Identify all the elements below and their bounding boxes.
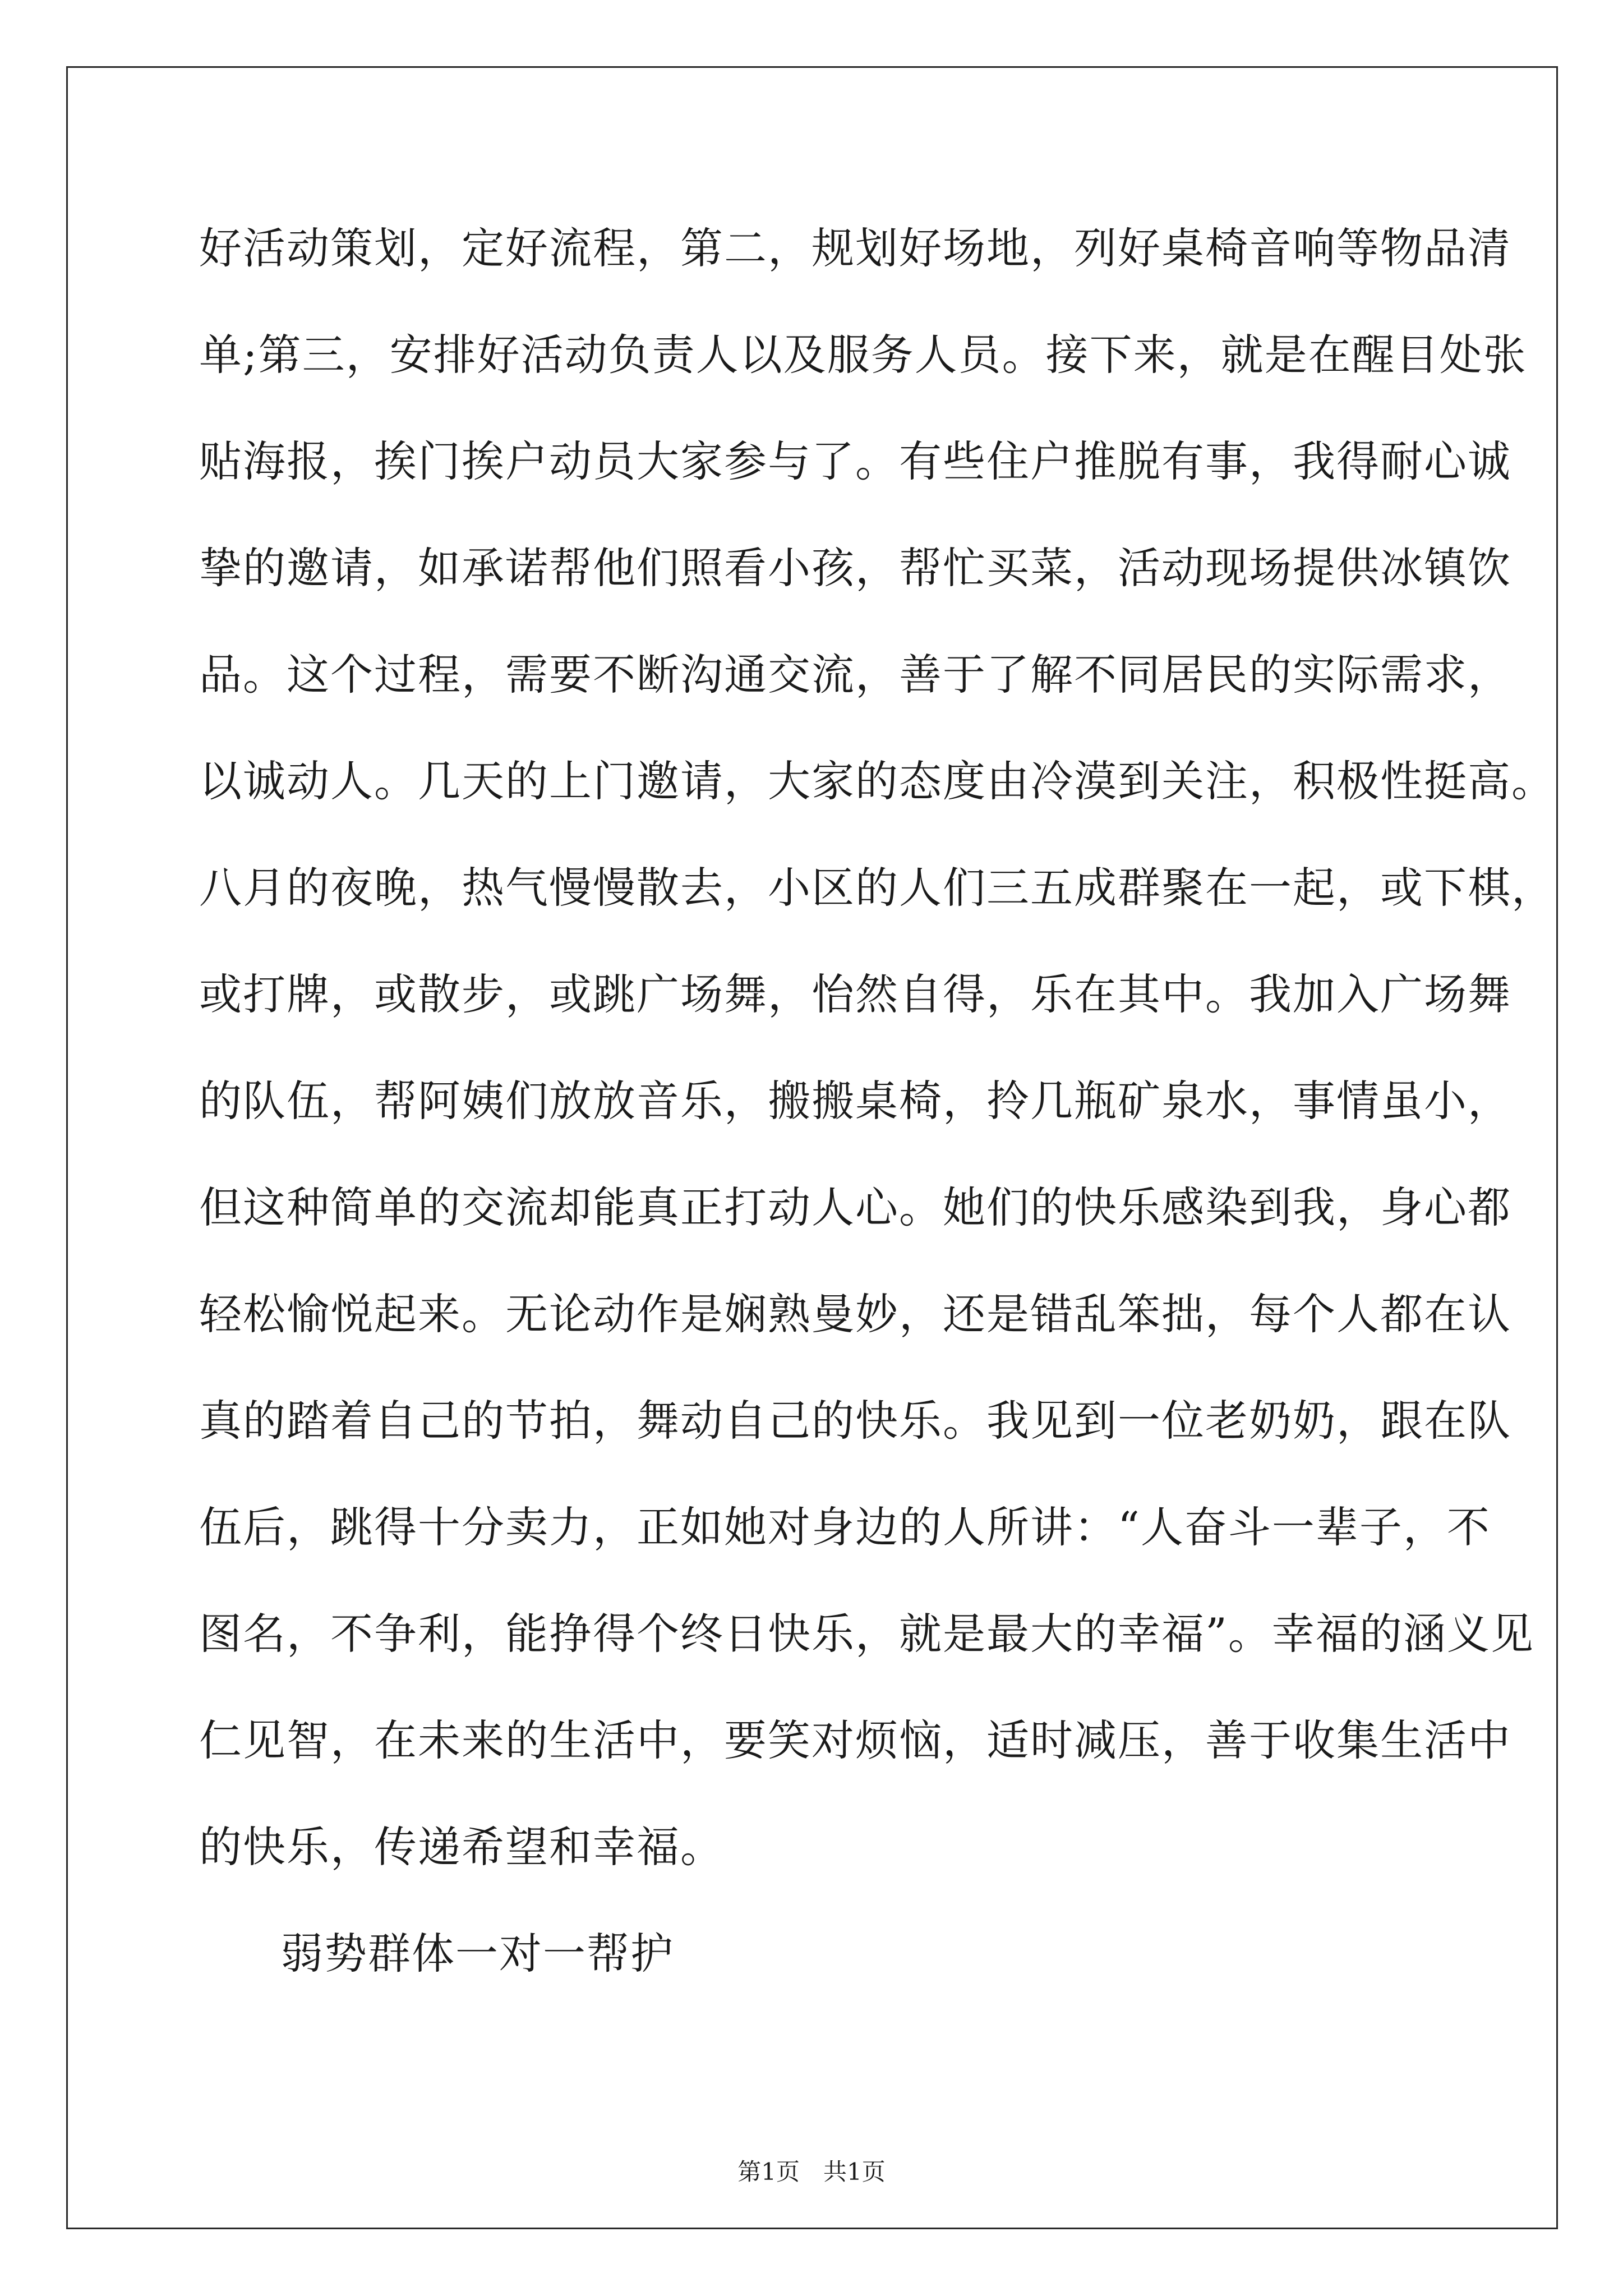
body-text-line: 图名，不争利，能挣得个终日快乐，就是最大的幸福”。幸福的涵义见	[199, 1609, 1534, 1659]
body-text-line: 的快乐，传递希望和幸福。	[199, 1822, 724, 1872]
section-heading: 弱势群体一对一帮护	[280, 1929, 674, 1978]
body-text-line: 轻松愉悦起来。无论动作是娴熟曼妙，还是错乱笨拙，每个人都在认	[199, 1289, 1511, 1339]
body-text-line: 八月的夜晚，热气慢慢散去，小区的人们三五成群聚在一起，或下棋，	[199, 863, 1555, 913]
body-text-line: 品。这个过程，需要不断沟通交流，善于了解不同居民的实际需求，	[199, 650, 1511, 700]
body-text-line: 好活动策划，定好流程，第二，规划好场地，列好桌椅音响等物品清	[199, 223, 1511, 273]
body-text-line: 挚的邀请，如承诺帮他们照看小孩，帮忙买菜，活动现场提供冰镇饮	[199, 543, 1511, 593]
page-number-footer: 第1页 共1页	[737, 2158, 886, 2185]
body-text-line: 但这种简单的交流却能真正打动人心。她们的快乐感染到我，身心都	[199, 1182, 1511, 1232]
body-text-line: 以诚动人。几天的上门邀请，大家的态度由冷漠到关注，积极性挺高。	[199, 756, 1555, 806]
body-text-line: 或打牌，或散步，或跳广场舞，怡然自得，乐在其中。我加入广场舞	[199, 969, 1511, 1019]
page-border	[66, 66, 1558, 2229]
body-text-line: 仁见智，在未来的生活中，要笑对烦恼，适时减压，善于收集生活中	[199, 1715, 1511, 1765]
body-text-line: 单;第三，安排好活动负责人以及服务人员。接下来，就是在醒目处张	[199, 330, 1527, 380]
body-text-line: 的队伍，帮阿姨们放放音乐，搬搬桌椅，拎几瓶矿泉水，事情虽小，	[199, 1076, 1511, 1126]
body-text-line: 伍后，跳得十分卖力，正如她对身边的人所讲：“人奋斗一辈子，不	[199, 1502, 1491, 1552]
body-text-line: 贴海报，挨门挨户动员大家参与了。有些住户推脱有事，我得耐心诚	[199, 436, 1511, 486]
body-text-line: 真的踏着自己的节拍，舞动自己的快乐。我见到一位老奶奶，跟在队	[199, 1396, 1511, 1446]
